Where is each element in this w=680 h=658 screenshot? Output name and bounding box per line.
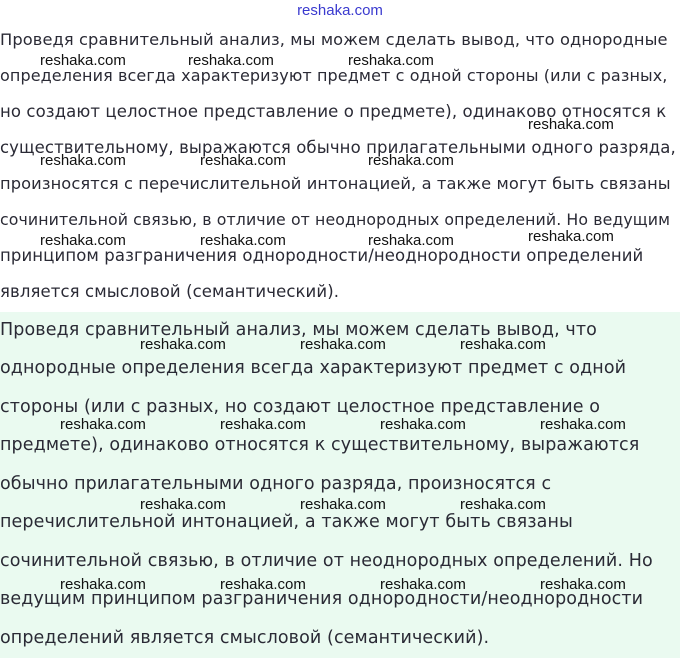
watermark: reshaka.com <box>540 416 626 433</box>
watermark: reshaka.com <box>140 336 226 353</box>
watermark: reshaka.com <box>368 232 454 249</box>
watermark: reshaka.com <box>348 52 434 69</box>
paragraph-line: принципом разграничения однородности/неоднородности определений <box>0 246 644 265</box>
paragraph-line: определения всегда характеризуют предмет с одной стороны (или с разных, <box>0 66 668 85</box>
watermark: reshaka.com <box>220 416 306 433</box>
paragraph-highlighted <box>0 312 680 658</box>
watermark: reshaka.com <box>200 152 286 169</box>
watermark: reshaka.com <box>460 336 546 353</box>
paragraph-line: произносятся с перечислительной интонацией, а также могут быть связаны <box>0 174 671 193</box>
watermark: reshaka.com <box>300 496 386 513</box>
paragraph-line: сочинительной связью, в отличие от неоднородных определений. Но ведущим <box>0 210 671 229</box>
paragraph-line: обычно прилагательными одного разряда, произносятся с <box>0 474 552 494</box>
paragraph-line: но создают целостное представление о предмете), одинаково относятся к <box>0 102 667 121</box>
watermark: reshaka.com <box>540 576 626 593</box>
watermark: reshaka.com <box>60 416 146 433</box>
paragraph-original <box>0 24 680 312</box>
watermark: reshaka.com <box>40 152 126 169</box>
paragraph-line: Проведя сравнительный анализ, мы можем сделать вывод, что однородные <box>0 30 668 49</box>
watermark: reshaka.com <box>60 576 146 593</box>
paragraph-line: существительному, выражаются обычно прилагательными одного разряда, <box>0 138 676 157</box>
paragraph-line: стороны (или с разных, но создают целостное представление о <box>0 397 601 417</box>
watermark: reshaka.com <box>460 496 546 513</box>
paragraph-line: определений является смысловой (семантический). <box>0 628 490 648</box>
watermark: reshaka.com <box>368 152 454 169</box>
watermark: reshaka.com <box>380 416 466 433</box>
paragraph-line: является смысловой (семантический). <box>0 282 340 301</box>
paragraph-line: Проведя сравнительный анализ, мы можем сделать вывод, что <box>0 320 597 340</box>
watermark: reshaka.com <box>380 576 466 593</box>
watermark: reshaka.com <box>220 576 306 593</box>
site-logo[interactable]: reshaka.com <box>297 2 383 19</box>
watermark: reshaka.com <box>40 232 126 249</box>
paragraph-line: сочинительной связью, в отличие от неоднородных определений. Но <box>0 551 653 571</box>
watermark: reshaka.com <box>188 52 274 69</box>
watermark: reshaka.com <box>528 228 614 245</box>
paragraph-line: однородные определения всегда характеризуют предмет с одной <box>0 358 627 378</box>
paragraph-line: предмете), одинаково относятся к существительному, выражаются <box>0 435 640 455</box>
watermark: reshaka.com <box>300 336 386 353</box>
paragraph-line: перечислительной интонацией, а также могут быть связаны <box>0 512 573 532</box>
watermark: reshaka.com <box>40 52 126 69</box>
watermark: reshaka.com <box>200 232 286 249</box>
watermark: reshaka.com <box>140 496 226 513</box>
paragraph-line: ведущим принципом разграничения однородности/неоднородности <box>0 589 644 609</box>
watermark: reshaka.com <box>528 116 614 133</box>
